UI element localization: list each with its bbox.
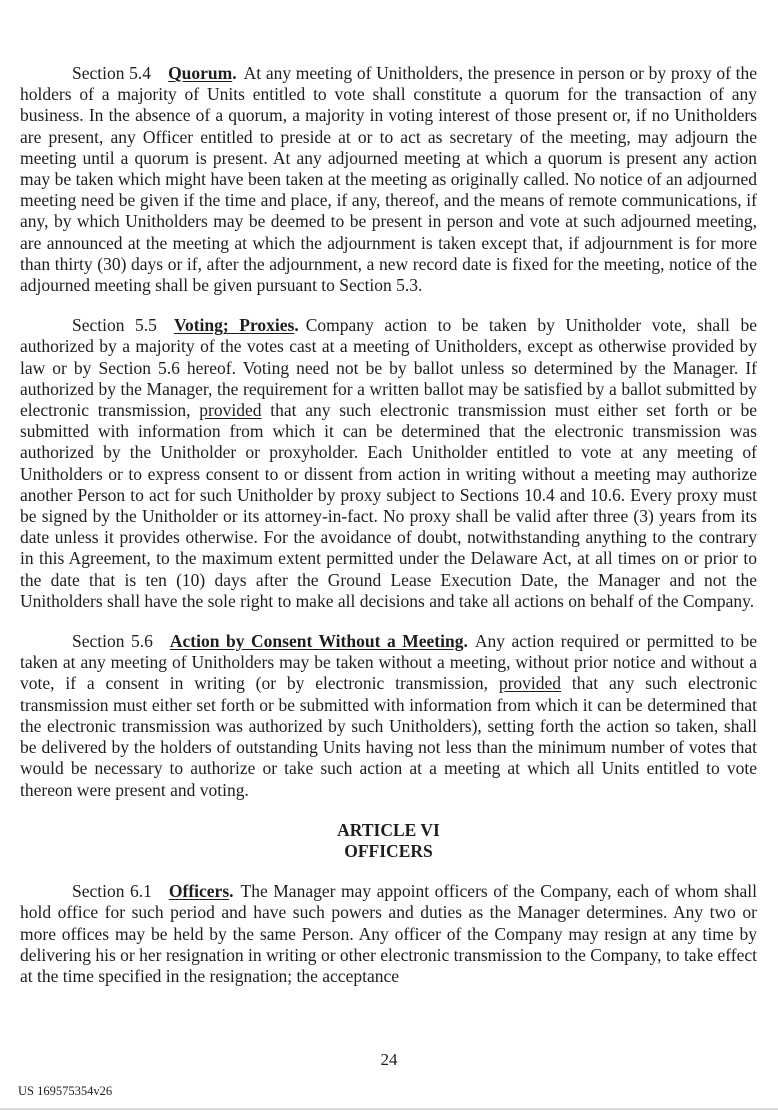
document-body — [20, 63, 757, 1006]
section-heading-period: . — [463, 631, 468, 652]
section-6-1-heading: Officers — [168, 881, 230, 902]
article-heading — [20, 820, 757, 862]
underlined-term-provided: provided — [498, 673, 562, 694]
section-heading-period: . — [294, 315, 299, 336]
section-5-5-label: Section 5.5 — [72, 315, 157, 336]
section-5-5-text-cont: that any such electronic transmission must either set forth or be submitted with information from which it can be determined that the electronic transmission was authorized by the Unitholder or proxyholder. Each Unitholder entitled to vote at any meeting of Unitholders or to express consent to or dissent from action in writing without a meeting may authorize another Person to act for such Unitholder by proxy subject to Sections 10.4 and 10.6. Every proxy must be signed by the Unitholder or its attorney-in-fact. No proxy shall be valid after three (3) years from its date unless it provides otherwise. For the avoidance of doubt, notwithstanding anything to the contrary in this Agreement, to the maximum extent permitted under the Delaware Act, at all times on or prior to the date that is ten (10) days after the Ground Lease Execution Date, the Manager and not the Unitholders shall have the sole right to make all decisions and take all actions on behalf of the Company. — [20, 400, 757, 611]
page-number: 24 — [380, 1050, 398, 1069]
page-bottom-divider — [0, 1108, 778, 1110]
section-5-6-text-cont: that any such electronic transmission must either set forth or be submitted with information from which it can be determined that the electronic transmission was authorized by such Unitholders), setting forth the action so taken, shall be delivered by the holders of outstanding Units having not less than the minimum number of votes that would be necessary to authorize or take such action at a meeting at which all Units entitled to vote thereon were present and voting. — [20, 673, 757, 800]
section-5-5-text: Company action to be taken by Unitholder vote, shall be authorized by a majority of the votes cast at a meeting of Unitholders, except as otherwise provided by law or by Section 5.6 hereof. Voting need not be by ballot unless so determined by the Manager. If authorized by the Manager, the requirement for a written ballot may be satisfied by a ballot submitted by electronic transmission, — [20, 315, 757, 421]
section-5-4-paragraph — [20, 63, 757, 296]
section-5-5-heading: Voting; Proxies — [173, 315, 295, 336]
section-5-6-heading: Action by Consent Without a Meeting — [169, 631, 464, 652]
section-5-4-heading: Quorum — [168, 63, 233, 83]
section-6-1-text: The Manager may appoint officers of the Company, each of whom shall hold office for such period and have such powers and duties as the Manager determines. Any two or more offices may be held by the same Person. Any officer of the Company may resign at any time by delivering his or her resignation in writing or other electronic transmission to the Company, to take effect at the time specified in the resignation; the acceptance — [20, 881, 757, 986]
section-heading-period: . — [232, 63, 237, 83]
section-5-5-paragraph — [20, 315, 757, 612]
section-5-4-text: At any meeting of Unitholders, the presence in person or by proxy of the holders of a majority of Units entitled to vote shall constitute a quorum for the transaction of any business. In the absence of a quorum, a majority in voting interest of those present or, if no Unitholders are present, any Officer entitled to preside at or to act as secretary of the meeting, may adjourn the meeting until a quorum is present. At any adjourned meeting at which a quorum is present any action may be taken which might have been taken at the meeting as originally called. No notice of an adjourned meeting need be given if the time and place, if any, thereof, and the means of remote communications, if any, by which Unitholders may be deemed to be present in person and vote at such adjourned meeting, are announced at the meeting at which the adjournment is taken except that, if adjournment is for more than thirty (30) days or if, after the adjournment, a new record date is fixed for the meeting, notice of the adjourned meeting shall be given pursuant to Section 5.3. — [20, 63, 757, 296]
section-5-6-label: Section 5.6 — [72, 631, 153, 652]
section-heading-period: . — [229, 881, 234, 902]
section-5-4-label: Section 5.4 — [72, 63, 152, 83]
section-5-6-text: Any action required or permitted to be taken at any meeting of Unitholders may be taken without a meeting, without prior notice and without a vote, if a consent in writing (or by electronic transmission, — [20, 631, 757, 694]
underlined-term-provided: provided — [199, 400, 262, 421]
section-5-6-paragraph — [20, 631, 757, 801]
article-subtitle: OFFICERS — [344, 840, 433, 861]
section-6-1-paragraph — [20, 881, 757, 987]
section-6-1-label: Section 6.1 — [72, 881, 152, 902]
document-id-footer: US 169575354v26 — [18, 1084, 113, 1098]
article-title: ARTICLE VI — [337, 819, 440, 840]
